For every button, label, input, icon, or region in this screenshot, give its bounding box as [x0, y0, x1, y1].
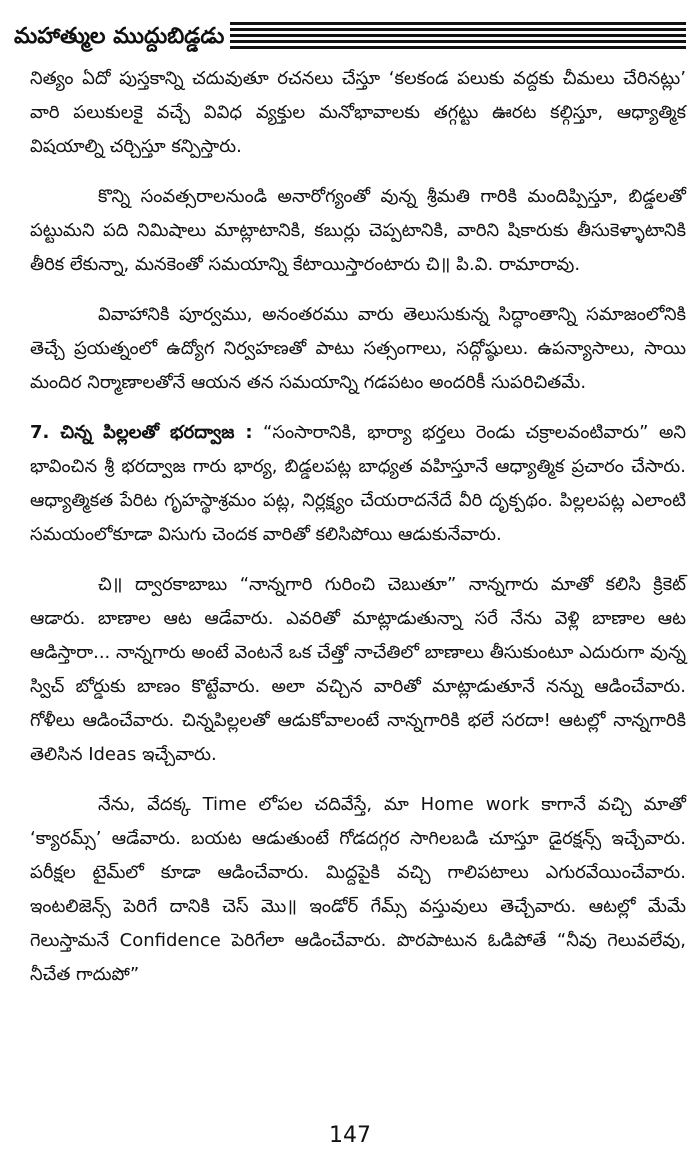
section-paragraph	[30, 416, 686, 552]
header-rule-line	[230, 34, 686, 37]
section-heading: 7. చిన్న పిల్లలతో భరద్వాజ :	[30, 422, 253, 443]
header-rule-line	[230, 28, 686, 31]
paragraph: వివాహానికి పూర్వము, అనంతరము వారు తెలుసుకున్న సిద్ధాంతాన్ని సమాజంలోనికి తెచ్చే ప్రయత్నంలో ఉద్యోగ నిర్వహణతో పాటు సత్సంగాలు, సద్గోష్ఠులు. ఉపన్యాసాలు, సాయి మందిర నిర్మాణాలతోనే ఆయన తన సమయాన్ని గడపటం అందరికీ సుపరిచితమే.	[30, 304, 686, 393]
header-rule-line	[230, 22, 686, 25]
paragraph: నేను, వేదక్క Time లోపల చదివేస్తే, మా Home work కాగానే వచ్చి మాతో ‘క్యారమ్స్’ ఆడేవారు. బయట ఆడుతుంటే గోడదగ్గర సాగిలబడి చూస్తూ డైరక్షన్స్ ఇచ్చేవారు. పరీక్షల టైమ్‌లో కూడా ఆడించేవారు. మిద్దపైకి వచ్చి గాలిపటాలు ఎగురవేయించేవారు. ఇంటలిజెన్స్ పెరిగే దానికి చెస్ మొ॥ ఇండోర్ గేమ్స్ వస్తువులు తెచ్చేవారు. ఆటల్లో మేమే గెలుస్తామనే Confidence పెరిగేలా ఆడించేవారు. పొరపాటున ఓడిపోతే “నీవు గెలువలేవు, నీచేత గాదుపో”	[30, 794, 686, 985]
paragraph: నిత్యం ఏదో పుస్తకాన్ని చదువుతూ రచనలు చేస్తూ ‘కలకండ పలుకు వద్దకు చీమలు చేరినట్లు’ వారి పలుకులకై వచ్చే వివిధ వ్యక్తుల మనోభావాలకు తగ్గట్టు ఊరట కల్గిస్తూ, ఆధ్యాత్మిక విషయాల్ని చర్చిస్తూ కన్పిస్తారు.	[30, 68, 686, 157]
header-title: మహాత్ముల ముద్దుబిడ్డడు	[14, 24, 225, 49]
page-number: 147	[329, 1123, 371, 1148]
header-rule-line	[230, 40, 686, 43]
running-header	[14, 18, 686, 56]
paragraph: కొన్ని సంవత్సరాలనుండి అనారోగ్యంతో వున్న శ్రీమతి గారికి మందిప్పిస్తూ, బిడ్డలతో పట్టుమని పది నిమిషాలు మాట్లాటానికి, కబుర్లు చెప్పటానికి, వారిని షికారుకు తీసుకెళ్ళాటానికి తీరిక లేకున్నా, మనకెంతో సమయాన్ని కేటాయిస్తారంటారు చి॥ పి.వి. రామారావు.	[30, 186, 686, 275]
header-rules	[230, 22, 686, 52]
section-text: “సంసారానికి, భార్యా భర్తలు రెండు చక్రాలవంటివారు” అని భావించిన శ్రీ భరద్వాజ గారు భార్య, బిడ్డలపట్ల బాధ్యత వహిస్తూనే ఆధ్యాత్మిక ప్రచారం చేసారు. ఆధ్యాత్మికత పేరిట గృహస్థాశ్రమం పట్ల, నిర్లక్ష్యం చేయరాదనేదే వీరి దృక్పథం. పిల్లలపట్ల ఎలాంటి సమయంలోకూడా విసుగు చెందక వారితో కలిసిపోయి ఆడుకునేవారు.	[30, 422, 686, 545]
header-rule-line	[230, 46, 686, 49]
paragraph: చి॥ ద్వారకాబాబు “నాన్నగారి గురించి చెబుతూ” నాన్నగారు మాతో కలిసి క్రికెట్ ఆడారు. బాణాల ఆట ఆడేవారు. ఎవరితో మాట్లాడుతున్నా సరే నేను వెళ్లి బాణాల ఆట ఆడిస్తారా... నాన్నగారు అంటే వెంటనే ఒక చేత్తో నాచేతిలో బాణాలు తీసుకుంటూ ఎదురుగా వున్న స్విచ్ బోర్డుకు బాణం కొట్టేవారు. అలా వచ్చిన వారితో మాట్లాడుతూనే నన్ను ఆడించేవారు. గోళీలు ఆడించేవారు. చిన్నపిల్లలతో ఆడుకోవాలంటే నాన్నగారికి భలే సరదా! ఆటల్లో నాన్నగారికి తెలిసిన Ideas ఇచ్చేవారు.	[30, 574, 686, 765]
body-text	[30, 62, 686, 1008]
